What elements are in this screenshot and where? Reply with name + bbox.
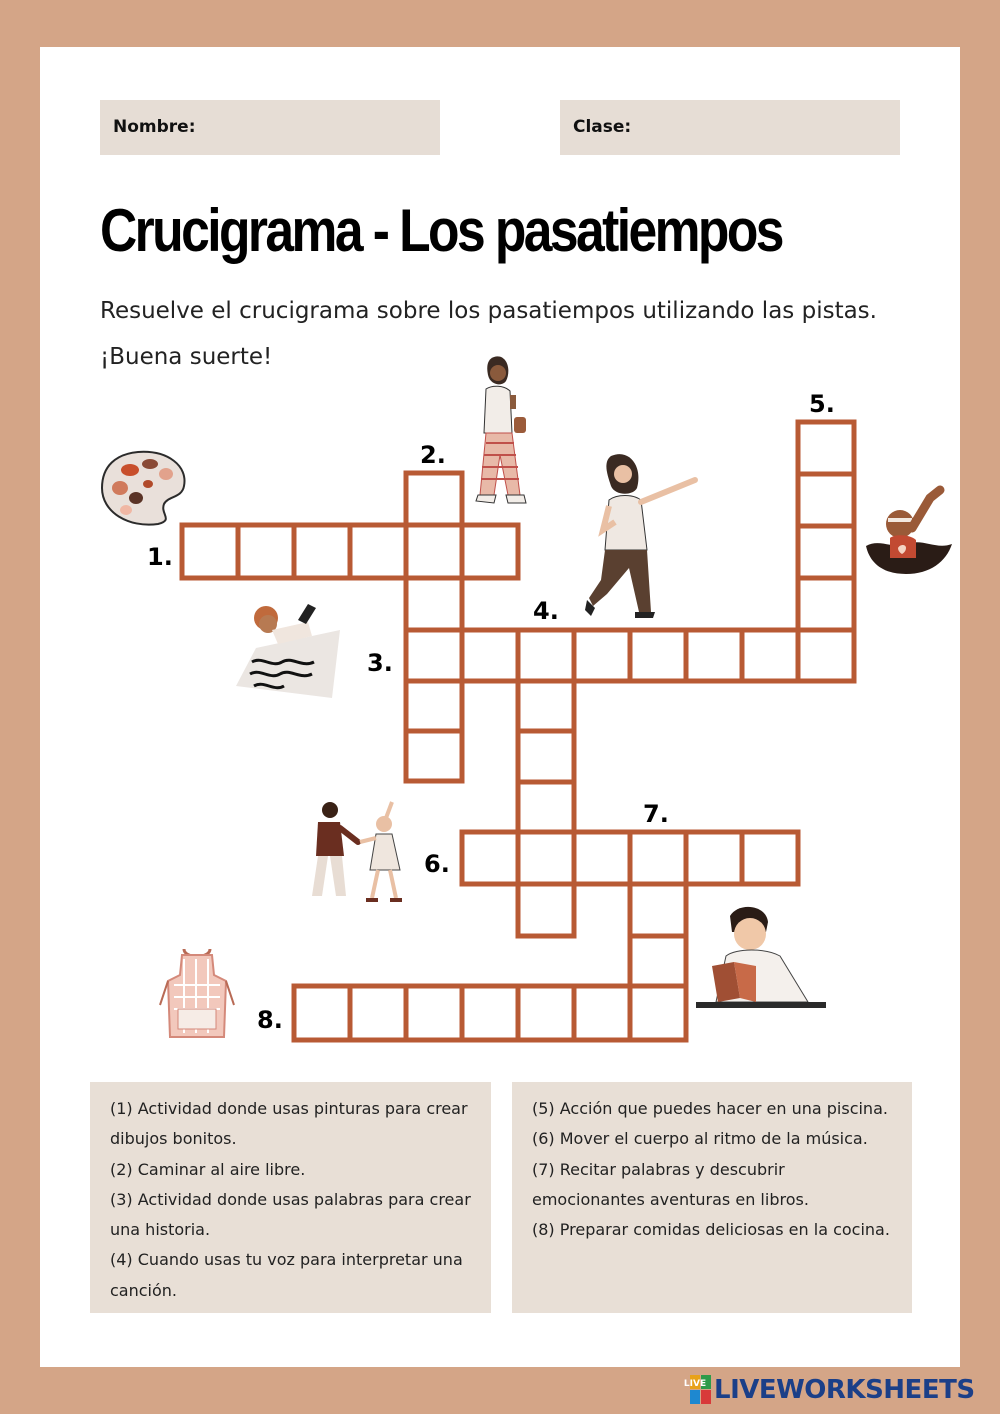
word-7-down[interactable] bbox=[630, 884, 686, 1040]
clue-number-5: 5. bbox=[809, 390, 835, 418]
clue-number-8: 8. bbox=[257, 1006, 283, 1034]
clue-6: (6) Mover el cuerpo al ritmo de la música. bbox=[532, 1129, 868, 1149]
clue-5: (5) Acción que puedes hacer en una piscina. bbox=[532, 1099, 888, 1118]
name-label: Nombre: bbox=[113, 117, 196, 137]
word-6-across[interactable] bbox=[462, 832, 798, 884]
clue-number-3: 3. bbox=[367, 649, 393, 677]
palette-icon bbox=[98, 448, 190, 526]
clue-number-4: 4. bbox=[533, 597, 559, 625]
clue-4: (4) Cuando usas tu voz para interpretar una canción. bbox=[110, 1250, 463, 1300]
apron-icon bbox=[160, 945, 235, 1041]
clues-panel-right bbox=[512, 1082, 912, 1313]
live-badge-icon bbox=[683, 1375, 712, 1405]
brand-text: LIVEWORKSHEETS bbox=[714, 1375, 975, 1405]
class-label: Clase: bbox=[573, 117, 632, 137]
singing-woman-icon bbox=[585, 450, 700, 618]
walking-woman-icon bbox=[472, 355, 532, 507]
clue-number-7: 7. bbox=[643, 800, 669, 828]
clue-7: (7) Recitar palabras y descubrir emocionantes aventuras en libros. bbox=[532, 1159, 809, 1209]
page-title: Crucigrama - Los pasatiempos bbox=[100, 197, 782, 264]
dancing-couple-icon bbox=[300, 798, 418, 906]
word-2-down[interactable] bbox=[406, 473, 462, 781]
clue-2: (2) Caminar al aire libre. bbox=[110, 1159, 306, 1179]
swimmer-icon bbox=[860, 484, 955, 580]
word-1-across[interactable] bbox=[182, 525, 518, 578]
intro-text: Resuelve el crucigrama sobre los pasatiempos utilizando las pistas. ¡Buena suerte! bbox=[100, 298, 877, 370]
word-3-across[interactable] bbox=[462, 630, 798, 681]
svg-text:LIVE: LIVE bbox=[683, 1379, 707, 1389]
clue-8: (8) Preparar comidas deliciosas en la cocina. bbox=[532, 1220, 890, 1240]
liveworksheets-logo[interactable] bbox=[683, 1374, 975, 1406]
word-5-down[interactable] bbox=[798, 422, 854, 681]
writing-boy-icon bbox=[232, 600, 350, 710]
reading-boy-icon bbox=[696, 902, 826, 1008]
clue-number-1: 1. bbox=[147, 543, 173, 571]
clue-3: (3) Actividad donde usas palabras para crear una historia. bbox=[110, 1189, 471, 1240]
clue-number-6: 6. bbox=[424, 850, 450, 878]
word-4-down[interactable] bbox=[518, 681, 574, 936]
clues-panel-left bbox=[90, 1082, 491, 1313]
clue-1: (1) Actividad donde usas pinturas para crear dibujos bonitos. bbox=[110, 1099, 468, 1149]
word-8-across[interactable] bbox=[294, 986, 630, 1040]
clue-number-2: 2. bbox=[420, 441, 446, 469]
